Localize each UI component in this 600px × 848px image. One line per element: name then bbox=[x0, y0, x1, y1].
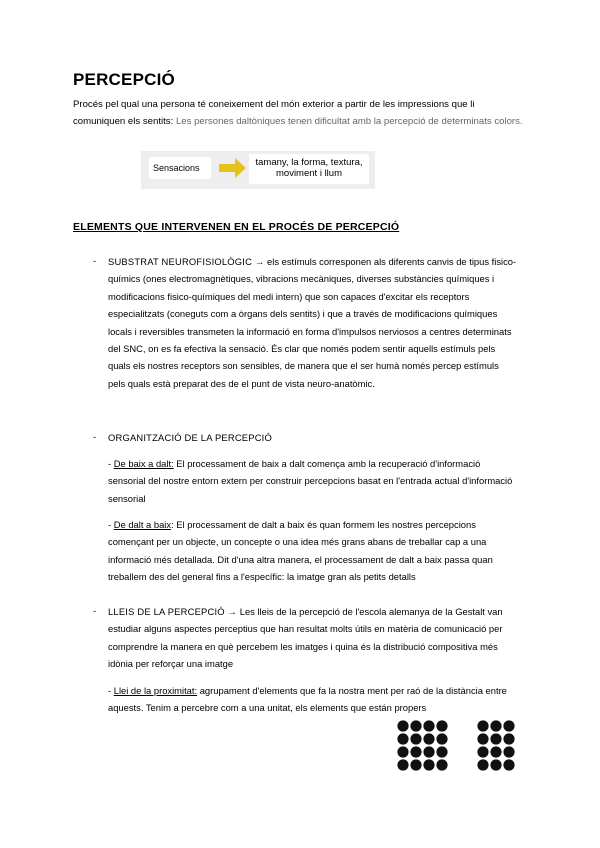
subitem-de-baix-a-dalt bbox=[108, 455, 520, 507]
proximity-dot bbox=[423, 746, 434, 757]
proximity-dot bbox=[477, 746, 488, 757]
proximity-dot bbox=[490, 720, 501, 731]
item-organitzacio bbox=[108, 429, 518, 446]
proximity-dot bbox=[503, 746, 514, 757]
proximity-dot bbox=[490, 759, 501, 770]
item-substrat bbox=[108, 253, 518, 392]
section-heading: ELEMENTS QUE INTERVENEN EN EL PROCÉS DE PERCEPCIÓ bbox=[73, 221, 400, 233]
proximity-dot bbox=[436, 746, 447, 757]
proximity-dot bbox=[503, 759, 514, 770]
subitem-term: De dalt a baix bbox=[113, 519, 172, 530]
proximity-dot bbox=[503, 720, 514, 731]
bullet-1: - bbox=[93, 256, 97, 267]
subitem-term: De baix a dalt: bbox=[113, 458, 174, 469]
subitem-text: : El processament de dalt a baix és quan formem les nostres percepcions començant per un objecte, un concepte o una idea més grans abans de treballar cap a una informació més detallada. Dit d'una altra manera, el processament de dalt a baix passa quan treballem des del general fins a l'específic: la imatge gran als petits detalls bbox=[108, 519, 493, 583]
proximity-dot bbox=[490, 733, 501, 744]
sensation-properties-box bbox=[249, 154, 369, 184]
subitem-text: agrupament d'elements que fa la nostra ment per raó de la distància entre aquests. Tenim a percebre com a una unitat, els elements que están propers bbox=[108, 685, 507, 714]
proximity-dot bbox=[423, 733, 434, 744]
proximity-dot bbox=[397, 720, 408, 731]
subitem-de-dalt-a-baix bbox=[108, 516, 520, 586]
definition-text: Procés pel qual una persona té coneixement del món exterior a partir de les impressions que li comuniquen els sentits: bbox=[73, 99, 475, 127]
proximity-dot bbox=[397, 733, 408, 744]
item-substrat-heading: SUBSTRAT NEUROFISIOLÒGIC → bbox=[108, 256, 265, 267]
right-arrow-icon bbox=[219, 157, 247, 179]
dot-group-4x4 bbox=[397, 720, 455, 772]
proximity-dot bbox=[410, 720, 421, 731]
bullet-2: - bbox=[93, 432, 97, 443]
proximity-dot bbox=[503, 733, 514, 744]
subitem-prefix: - bbox=[108, 685, 112, 696]
sensations-diagram bbox=[141, 151, 375, 189]
proximity-dot bbox=[477, 733, 488, 744]
proximity-dot bbox=[423, 720, 434, 731]
properties-line-2: moviment i llum bbox=[276, 168, 342, 179]
proximity-dot bbox=[436, 733, 447, 744]
proximity-dot bbox=[410, 746, 421, 757]
sensations-label: Sensacions bbox=[149, 157, 211, 179]
dot-group-4x3 bbox=[477, 720, 521, 772]
proximity-dot bbox=[410, 759, 421, 770]
subitem-term: Llei de la proximitat: bbox=[113, 685, 198, 696]
item-substrat-text: els estímuls corresponen als diferents canvis de tipus fisico-químics (ones electromagnètiques, vibracions mecàniques, diverses substàncies químiques i modificacions fisico-químiques del medi intern) que son capaces d'excitar els receptors especialitzats (coneguts com a òrgans dels sentits) i que a través de modificacions químiques locals i reversibles transmeten la informació en forma d'impulsos nerviosos a centres determinats del SNC, on es fa efectiva la sensació. És clar que només podem sentir aquells estímuls pels quals els nostres receptors son sensibles, de manera que el ser humà només percep estímuls pels quals està preparat des de el punt de vista neuro-anatòmic. bbox=[108, 256, 517, 389]
subitem-prefix: - bbox=[108, 458, 112, 469]
proximity-dot bbox=[477, 720, 488, 731]
proximity-dot bbox=[397, 746, 408, 757]
bullet-3: - bbox=[93, 606, 97, 617]
proximity-dot bbox=[436, 759, 447, 770]
subitem-prefix: - bbox=[108, 519, 112, 530]
item-organitzacio-heading: ORGANITZACIÓ DE LA PERCEPCIÓ bbox=[108, 432, 272, 443]
item-lleis-heading: LLEIS DE LA PERCEPCIÓ → bbox=[108, 606, 238, 617]
proximity-dot bbox=[436, 720, 447, 731]
page-title: PERCEPCIÓ bbox=[73, 70, 175, 89]
definition-paragraph bbox=[73, 96, 528, 130]
subitem-llei-proximitat bbox=[108, 682, 520, 717]
proximity-dot bbox=[477, 759, 488, 770]
proximity-dot bbox=[410, 733, 421, 744]
item-lleis-text: Les lleis de la percepció de l'escola alemanya de la Gestalt van estudiar alguns aspectes perceptius que han resultat molts útils en matèria de comunicació per comprendre la manera en què percebem les imatges i quina és la distribució compositiva més idònia per reforçar una imatge bbox=[108, 606, 503, 670]
subitem-text: El processament de baix a dalt comença amb la recuperació d'informació sensorial del nostre entorn extern per construir percepcions basat en l'entrada actual d'informació sensorial bbox=[108, 458, 513, 504]
properties-line-1: tamany, la forma, textura, bbox=[255, 157, 363, 168]
example-text: Les persones daltòniques tenen dificultat amb la percepció de determinats colors. bbox=[175, 116, 523, 127]
proximity-dot bbox=[490, 746, 501, 757]
proximity-dot bbox=[397, 759, 408, 770]
proximity-dot bbox=[423, 759, 434, 770]
item-lleis bbox=[108, 603, 518, 673]
